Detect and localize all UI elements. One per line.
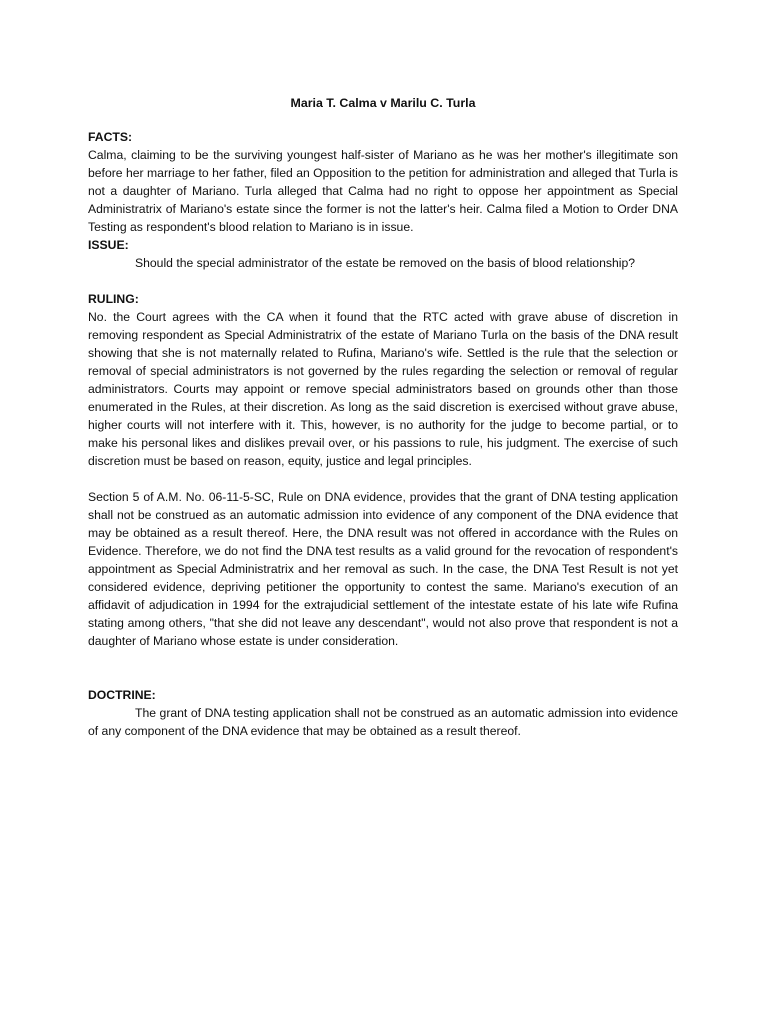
document-page	[88, 94, 678, 740]
doctrine-text: The grant of DNA testing application shall not be construed as an automatic admission into evidence of any component of the DNA evidence that may be obtained as a result thereof.	[88, 706, 678, 738]
doctrine-heading: DOCTRINE:	[88, 688, 156, 702]
issue-text: Should the special administrator of the estate be removed on the basis of blood relationship?	[135, 256, 635, 270]
section-spacer	[88, 272, 678, 290]
facts-heading: FACTS:	[88, 130, 133, 144]
facts-text: Calma, claiming to be the surviving youngest half-sister of Mariano as he was her mother's illegitimate son before her marriage to her father, filed an Opposition to the petition for administration and alleged that Turla is not a daughter of Mariano. Turla alleged that Calma had no right to oppose her appointment as Special Administratrix of Mariano's estate since the former is not the latter's heir. Calma filed a Motion to Order DNA Testing as respondent's blood relation to Mariano is in issue.	[88, 148, 678, 234]
section-spacer	[88, 650, 678, 686]
ruling-paragraph-1: No. the Court agrees with the CA when it found that the RTC acted with grave abuse of discretion in removing respondent as Special Administratrix of the estate of Mariano Turla on the basis of the DNA result showing that she is not maternally related to Rufina, Mariano's wife. Settled is the rule that the selection or removal of special administrators is not governed by the rules regarding the selection or removal of regular administrators. Courts may appoint or remove special administrators based on grounds other than those enumerated in the Rules, at their discretion. As long as the said discretion is exercised without grave abuse, higher courts will not interfere with it. This, however, is no authority for the judge to become partial, or to make his personal likes and dislikes prevail over, or his passions to rule, his judgment. The exercise of such discretion must be based on reason, equity, justice and legal principles.	[88, 310, 678, 468]
issue-heading: ISSUE:	[88, 238, 129, 252]
paragraph-spacer	[88, 470, 678, 488]
ruling-heading: RULING:	[88, 292, 139, 306]
ruling-paragraph-2: Section 5 of A.M. No. 06-11-5-SC, Rule on DNA evidence, provides that the grant of DNA testing application shall not be construed as an automatic admission into evidence of any component of the DNA evidence that may be obtained as a result thereof. Here, the DNA result was not offered in accordance with the Rules on Evidence. Therefore, we do not find the DNA test results as a valid ground for the revocation of respondent's appointment as Special Administratrix and her removal as such. In the case, the DNA Test Result is not yet considered evidence, depriving petitioner the opportunity to contest the same. Mariano's execution of an affidavit of adjudication in 1994 for the extrajudicial settlement of the intestate estate of his late wife Rufina stating among others, "that she did not leave any descendant", would not also prove that respondent is not a daughter of Mariano whose estate is under consideration.	[88, 490, 678, 648]
case-title: Maria T. Calma v Marilu C. Turla	[290, 96, 476, 110]
